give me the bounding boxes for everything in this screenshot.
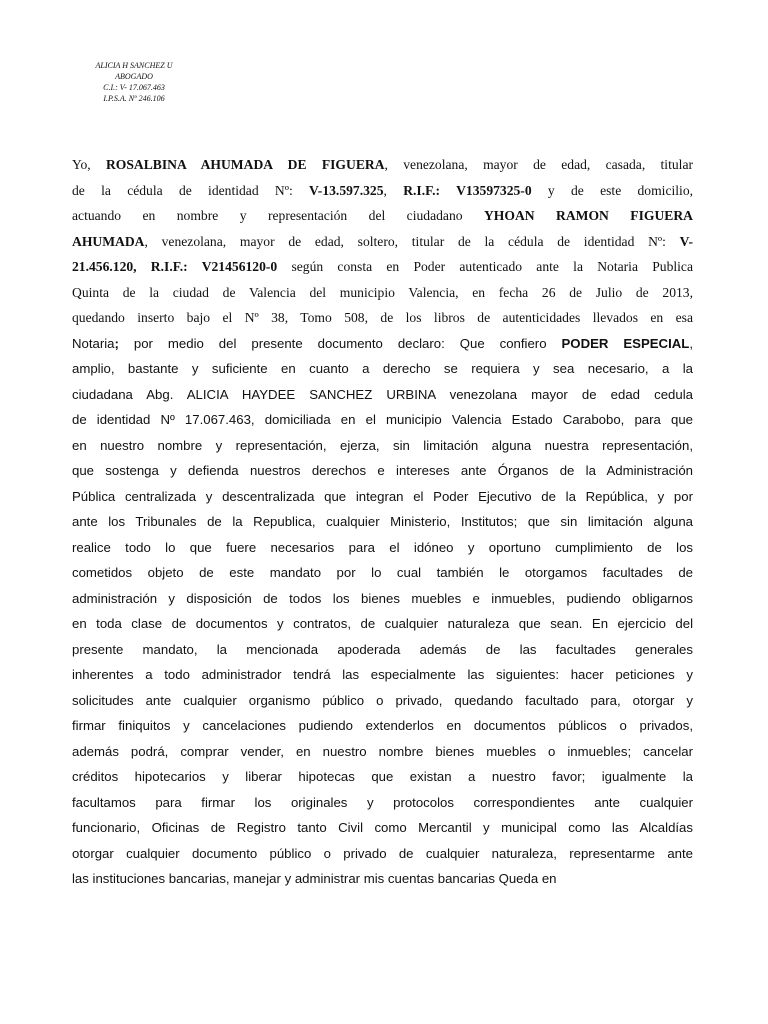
text-run: y de este domicilio, (531, 182, 693, 198)
text-run: solicitudes ante cualquier organismo público o privado, quedando facultado para, otorgar y (72, 692, 693, 708)
text-run: por medio del presente documento declaro: Que confiero (118, 335, 562, 351)
document-line (72, 203, 693, 229)
text-run: facultamos para firmar los originales y protocolos correspondientes ante cualquier (72, 794, 693, 810)
text-run: ante los Tribunales de la Republica, cualquier Ministerio, Institutos; que sin limitación alguna (72, 514, 693, 529)
bold-text: YHOAN RAMON FIGUERA (483, 208, 693, 223)
document-line (72, 790, 693, 816)
text-run: en toda clase de documentos y contratos, de cualquier naturaleza que sean. En ejercicio del (72, 616, 693, 631)
bold-text: V- (679, 233, 693, 249)
text-run: las instituciones bancarias, manejar y administrar mis cuentas bancarias Queda en (72, 871, 557, 886)
document-line (72, 254, 693, 280)
bold-text: PODER ESPECIAL (561, 335, 690, 351)
document-line (72, 611, 693, 637)
document-line (72, 866, 693, 892)
bold-text: AHUMADA (72, 233, 145, 249)
text-run: Yo, (72, 157, 106, 172)
text-run: además podrá, comprar vender, en nuestro nombre bienes muebles o inmuebles; cancelar (72, 743, 693, 759)
text-run: firmar finiquitos y cancelaciones pudiendo extenderlos en documentos públicos o privados, (72, 718, 693, 733)
letterhead-title: ABOGADO (115, 72, 153, 81)
text-run: administración y disposición de todos los bienes muebles e inmuebles, pudiendo obligarnos (72, 590, 693, 606)
document-line (72, 305, 693, 331)
document-line (72, 535, 693, 561)
text-run: inherentes a todo administrador tendrá las especialmente las siguientes: hacer peticiones y (72, 667, 693, 682)
document-line (72, 688, 693, 714)
text-run: en nuestro nombre y representación, ejerza, sin limitación alguna nuestra representación, (72, 437, 693, 453)
document-line (72, 458, 693, 484)
text-run: , venezolana, mayor de edad, soltero, titular de la cédula de identidad Nº: (144, 233, 680, 249)
document-line (72, 764, 693, 790)
bold-text: R.I.F.: V13597325-0 (403, 182, 532, 198)
document-line (72, 560, 693, 586)
bold-text: V-13.597.325 (309, 182, 384, 198)
text-run: de identidad Nº 17.067.463, domiciliada en el municipio Valencia Estado Carabobo, para que (72, 412, 693, 427)
document-line (72, 713, 693, 739)
letterhead (64, 60, 204, 104)
text-run: de la cédula de identidad Nº: (72, 182, 309, 198)
document-line (72, 484, 693, 510)
document-line (72, 433, 693, 459)
document-line (72, 637, 693, 663)
text-run: Pública centralizada y descentralizada que integran el Poder Ejecutivo de la República, y por (72, 488, 693, 504)
text-run: que sostenga y defienda nuestros derechos e intereses ante Órganos de la Administración (72, 463, 693, 478)
text-run: créditos hipotecarios y liberar hipotecas que existan a nuestro favor; igualmente la (72, 769, 693, 784)
document-line (72, 280, 693, 306)
document-line (72, 739, 693, 765)
document-line (72, 815, 693, 841)
document-line (72, 331, 693, 357)
text-run: cometidos objeto de este mandato por lo cual también le otorgamos facultades de (72, 565, 693, 580)
bold-text: ; (114, 335, 119, 351)
text-run: ciudadana Abg. ALICIA HAYDEE SANCHEZ URBINA venezolana mayor de edad cedula (72, 386, 693, 402)
document-line (72, 662, 693, 688)
document-line (72, 229, 693, 255)
text-run: según consta en Poder autenticado ante la Notaria Publica (277, 259, 693, 274)
text-run: , (383, 182, 404, 198)
document-body (72, 152, 693, 892)
text-run: quedando inserto bajo el Nº 38, Tomo 508, de los libros de autenticidades llevados en esa (72, 310, 693, 325)
letterhead-name: ALICIA H SANCHEZ U (95, 61, 173, 70)
text-run: presente mandato, la mencionada apoderada además de las facultades generales (72, 641, 693, 657)
document-line (72, 509, 693, 535)
bold-text: 21.456.120, R.I.F.: V21456120-0 (72, 259, 278, 274)
document-line (72, 356, 693, 382)
text-run: otorgar cualquier documento público o privado de cualquier naturaleza, representarme ante (72, 845, 693, 861)
document-line (72, 586, 693, 612)
text-run: actuando en nombre y representación del ciudadano (72, 208, 484, 223)
letterhead-ci: C.I.: V- 17.067.463 (103, 83, 165, 92)
document-line (72, 382, 693, 408)
letterhead-ipsa: I.P.S.A. Nº 246.106 (103, 94, 165, 103)
text-run: funcionario, Oficinas de Registro tanto Civil como Mercantil y municipal como las Alcaldías (72, 820, 693, 835)
document-line (72, 407, 693, 433)
text-run: , venezolana, mayor de edad, casada, titular (384, 157, 693, 172)
text-run: Quinta de la ciudad de Valencia del municipio Valencia, en fecha 26 de Julio de 2013, (72, 284, 693, 300)
text-run: , (689, 335, 693, 351)
bold-text: ROSALBINA AHUMADA DE FIGUERA (105, 157, 385, 172)
text-run: realice todo lo que fuere necesarios para el idóneo y oportuno cumplimiento de los (72, 539, 693, 555)
text-run: Notaria (72, 335, 115, 351)
text-run: amplio, bastante y suficiente en cuanto a derecho se requiera y sea necesario, a la (72, 361, 693, 376)
document-line (72, 841, 693, 867)
document-line (72, 152, 693, 178)
document-line (72, 178, 693, 204)
